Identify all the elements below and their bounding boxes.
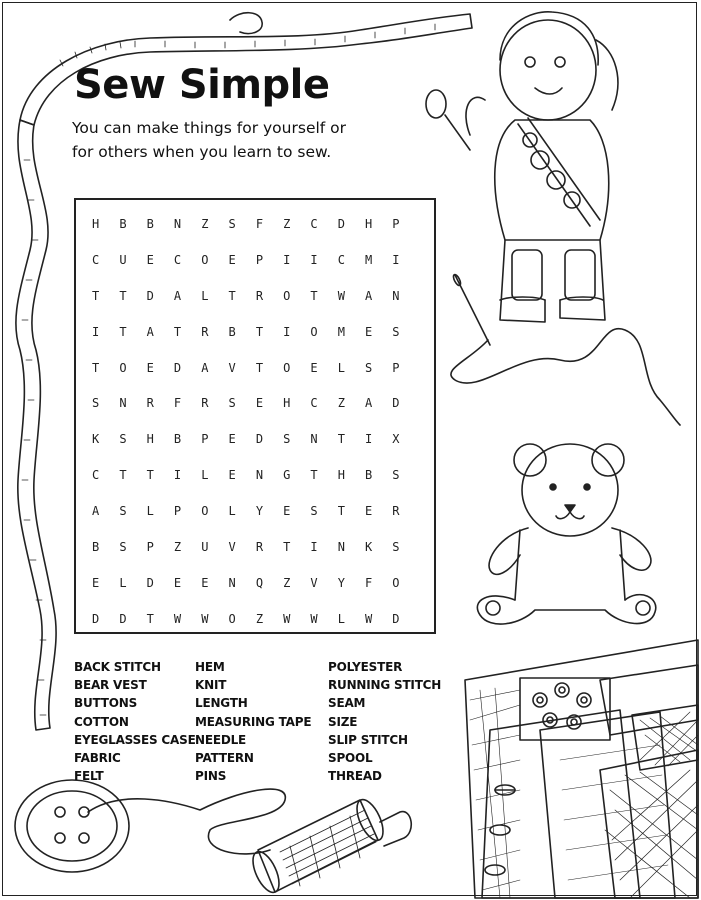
grid-letter: Z xyxy=(173,539,182,554)
grid-letter: Z xyxy=(201,216,209,231)
grid-letter: C xyxy=(310,216,318,231)
grid-letter: H xyxy=(365,216,373,231)
grid-letter: H xyxy=(92,216,100,231)
word-list-item: PATTERN xyxy=(195,751,254,766)
word-list-item: RUNNING STITCH xyxy=(328,678,442,693)
page-subtitle xyxy=(72,116,372,164)
word-list-item: LENGTH xyxy=(195,696,248,711)
grid-letter: O xyxy=(283,360,291,375)
word-list-item: HEM xyxy=(195,660,225,674)
grid-letter: U xyxy=(201,539,209,554)
grid-letter: O xyxy=(228,611,236,626)
grid-letter: C xyxy=(310,396,318,411)
grid-letter: G xyxy=(283,468,291,483)
grid-letter: C xyxy=(92,468,100,483)
grid-letter: S xyxy=(119,539,127,554)
grid-letter: R xyxy=(201,324,209,339)
grid-letter: B xyxy=(365,468,373,483)
grid-letter: N xyxy=(310,432,318,447)
grid-letter: B xyxy=(119,216,127,231)
teddy-bear-illustration xyxy=(477,444,655,624)
word-list-item: SLIP STITCH xyxy=(328,732,408,747)
grid-letter: T xyxy=(310,468,318,483)
grid-letter: T xyxy=(92,288,100,303)
grid-letter: P xyxy=(173,504,182,519)
grid-letter: T xyxy=(228,288,236,303)
word-list-column-2 xyxy=(195,658,328,785)
grid-letter: T xyxy=(283,539,291,554)
grid-letter: S xyxy=(228,396,236,411)
grid-letter: L xyxy=(146,504,154,519)
grid-letter: T xyxy=(146,611,154,626)
word-list-item: FABRIC xyxy=(74,751,121,766)
grid-letter: I xyxy=(310,539,318,554)
grid-letter: Z xyxy=(283,216,291,231)
grid-letter: A xyxy=(365,396,373,411)
grid-letter: S xyxy=(392,324,400,339)
grid-letter: N xyxy=(255,468,264,483)
grid-letter: Z xyxy=(255,611,264,626)
grid-letter: A xyxy=(92,504,100,519)
grid-letter: R xyxy=(255,539,264,554)
grid-letter: N xyxy=(119,396,127,411)
grid-letter: N xyxy=(173,216,182,231)
grid-letter: D xyxy=(119,611,127,626)
grid-letter: R xyxy=(392,504,400,519)
grid-letter: V xyxy=(228,539,236,554)
grid-letter: E xyxy=(201,575,209,590)
grid-letter: L xyxy=(337,360,345,375)
grid-letter: E xyxy=(310,360,318,375)
word-list-column-3 xyxy=(328,658,448,785)
grid-letter: T xyxy=(255,360,264,375)
word-list-item: PINS xyxy=(195,769,227,784)
grid-letter: C xyxy=(337,252,345,267)
grid-letter: E xyxy=(228,252,236,267)
grid-letter: F xyxy=(365,575,373,590)
grid-letter: B xyxy=(173,432,182,447)
grid-letter: T xyxy=(119,468,127,483)
grid-letter: A xyxy=(173,288,182,303)
grid-letter: B xyxy=(92,539,100,554)
word-list xyxy=(74,658,448,785)
word-list-item: COTTON xyxy=(74,714,129,729)
grid-letter: E xyxy=(146,360,154,375)
grid-letter: T xyxy=(92,360,100,375)
grid-letter: I xyxy=(392,252,400,267)
grid-letter: H xyxy=(283,396,291,411)
grid-letter: F xyxy=(173,396,182,411)
grid-letter: R xyxy=(255,288,264,303)
grid-letter: D xyxy=(392,611,400,626)
word-list-item: MEASURING TAPE xyxy=(195,714,312,729)
grid-letter: O xyxy=(392,575,400,590)
grid-letter: T xyxy=(119,288,127,303)
grid-letter: P xyxy=(392,360,400,375)
grid-letter: Y xyxy=(337,575,345,590)
grid-letter: U xyxy=(119,252,127,267)
word-list-item: THREAD xyxy=(328,769,382,784)
grid-letter: A xyxy=(201,360,209,375)
grid-letter: L xyxy=(119,575,127,590)
grid-letter: S xyxy=(228,216,236,231)
grid-letter: B xyxy=(228,324,236,339)
word-list-item: NEEDLE xyxy=(195,732,247,747)
grid-letter: V xyxy=(310,575,318,590)
grid-letter: A xyxy=(146,324,154,339)
sewing-button-illustration xyxy=(15,780,285,872)
grid-letter: D xyxy=(337,216,345,231)
grid-letter: I xyxy=(92,324,100,339)
page-title: Sew Simple xyxy=(74,62,330,108)
grid-letter: L xyxy=(201,468,209,483)
grid-letter: N xyxy=(337,539,345,554)
grid-letter: L xyxy=(337,611,345,626)
word-list-item: POLYESTER xyxy=(328,660,403,674)
grid-letter: H xyxy=(146,432,154,447)
grid-letter: C xyxy=(92,252,100,267)
grid-letter: V xyxy=(228,360,236,375)
grid-letter: P xyxy=(392,216,400,231)
grid-letter: E xyxy=(365,504,373,519)
grid-letter: Y xyxy=(255,504,264,519)
word-list-item: SIZE xyxy=(328,714,358,729)
grid-letter: E xyxy=(283,504,291,519)
grid-letter: W xyxy=(365,611,373,626)
grid-letter: B xyxy=(146,216,154,231)
grid-letter: P xyxy=(255,252,264,267)
grid-letter: F xyxy=(255,216,264,231)
word-list-item: FELT xyxy=(74,769,104,784)
grid-letter: R xyxy=(201,396,209,411)
grid-letter: S xyxy=(92,396,100,411)
grid-letter: E xyxy=(228,432,236,447)
grid-letter: M xyxy=(337,324,345,339)
grid-letter: T xyxy=(173,324,182,339)
grid-letter: T xyxy=(146,468,154,483)
grid-letter: O xyxy=(283,288,291,303)
grid-letter: T xyxy=(310,288,318,303)
grid-letter: O xyxy=(119,360,127,375)
grid-letter: D xyxy=(255,432,264,447)
grid-letter: D xyxy=(92,611,100,626)
grid-letter: K xyxy=(365,539,373,554)
grid-letter: E xyxy=(228,468,236,483)
grid-letter: Z xyxy=(337,396,345,411)
grid-letter: T xyxy=(337,504,345,519)
grid-letter: S xyxy=(310,504,318,519)
grid-letter: S xyxy=(283,432,291,447)
grid-letter: L xyxy=(228,504,236,519)
grid-letter: W xyxy=(201,611,209,626)
thread-spool-illustration xyxy=(248,796,412,896)
grid-letter: E xyxy=(255,396,264,411)
grid-letter: S xyxy=(392,468,400,483)
grid-letter: W xyxy=(173,611,182,626)
word-list-item: BEAR VEST xyxy=(74,678,147,693)
grid-letter: S xyxy=(392,539,400,554)
word-list-item: BACK STITCH xyxy=(74,660,161,674)
word-list-item: BUTTONS xyxy=(74,696,138,711)
word-list-item: EYEGLASSES CASE xyxy=(74,732,196,747)
grid-letter: O xyxy=(201,252,209,267)
grid-letter: Z xyxy=(283,575,291,590)
grid-letter: E xyxy=(365,324,373,339)
grid-letter: D xyxy=(146,288,154,303)
grid-letter: C xyxy=(173,252,182,267)
grid-letter: E xyxy=(92,575,100,590)
word-search-grid-box xyxy=(74,198,436,634)
grid-letter: M xyxy=(365,252,373,267)
grid-letter: I xyxy=(283,252,291,267)
grid-letter: P xyxy=(201,432,209,447)
grid-letter: I xyxy=(310,252,318,267)
grid-letter: E xyxy=(146,252,154,267)
grid-letter: I xyxy=(283,324,291,339)
word-list-item: SEAM xyxy=(328,696,366,711)
subtitle-line-1: You can make things for yourself or xyxy=(72,119,347,137)
grid-letter: N xyxy=(392,288,400,303)
grid-letter: O xyxy=(201,504,209,519)
grid-letter: T xyxy=(255,324,264,339)
grid-letter: T xyxy=(337,432,345,447)
grid-letter: S xyxy=(119,504,127,519)
grid-letter: O xyxy=(310,324,318,339)
grid-letter: W xyxy=(337,288,345,303)
grid-letter: P xyxy=(146,539,154,554)
grid-letter: A xyxy=(365,288,373,303)
grid-letter: D xyxy=(392,396,400,411)
subtitle-line-2: for others when you learn to sew. xyxy=(72,143,332,161)
grid-letter: E xyxy=(173,575,182,590)
grid-letter: I xyxy=(365,432,373,447)
grid-letter: D xyxy=(173,360,182,375)
fabric-swatches-illustration xyxy=(465,640,698,898)
grid-letter: X xyxy=(392,432,400,447)
word-search-grid xyxy=(82,206,410,637)
grid-letter: H xyxy=(337,468,345,483)
grid-letter: W xyxy=(310,611,318,626)
grid-letter: R xyxy=(146,396,154,411)
grid-letter: T xyxy=(119,324,127,339)
word-list-item: SPOOL xyxy=(328,751,373,766)
grid-letter: S xyxy=(119,432,127,447)
grid-letter: W xyxy=(283,611,291,626)
word-list-item: KNIT xyxy=(195,678,227,693)
grid-letter: N xyxy=(228,575,236,590)
word-list-column-1 xyxy=(74,658,195,785)
grid-letter: L xyxy=(201,288,209,303)
grid-letter: Q xyxy=(255,575,264,590)
grid-letter: S xyxy=(365,360,373,375)
grid-letter: K xyxy=(92,432,100,447)
grid-letter: D xyxy=(146,575,154,590)
grid-letter: I xyxy=(173,468,182,483)
